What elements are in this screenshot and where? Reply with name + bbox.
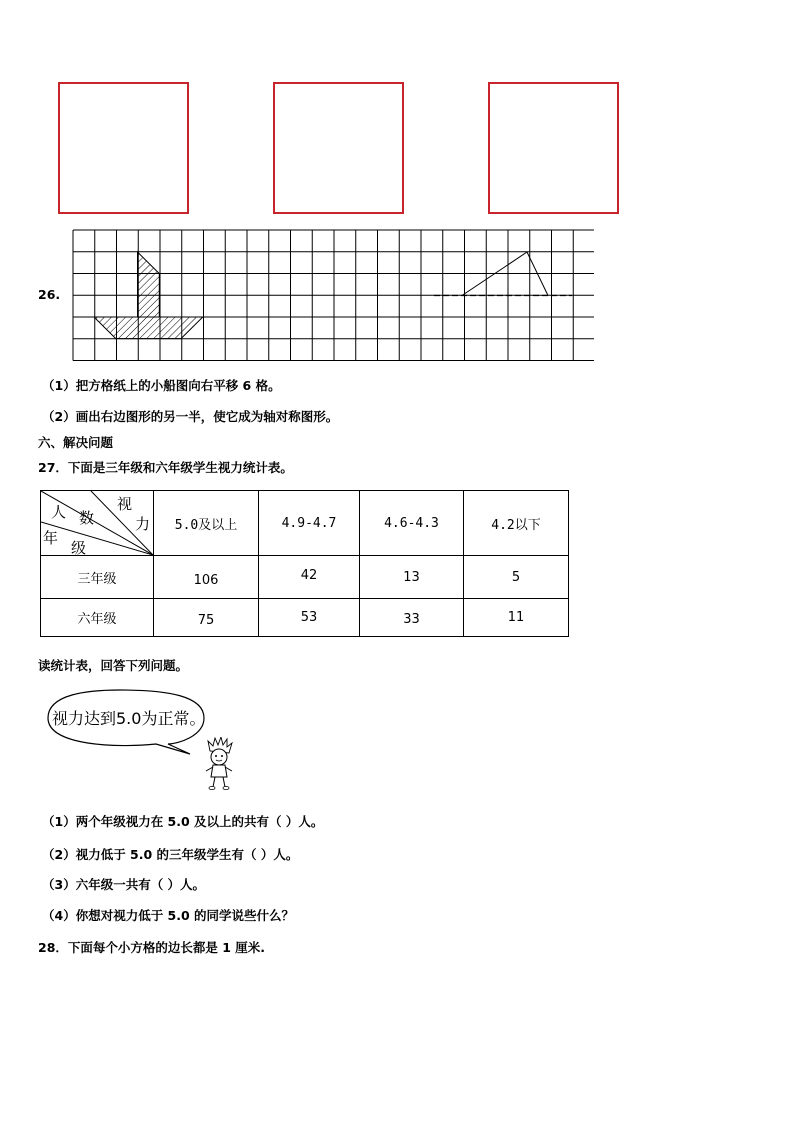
corner-label-nian: 年 [43, 529, 59, 547]
question-27-title: 27．下面是三年级和六年级学生视力统计表。 [38, 460, 293, 475]
table-cell: 5 [464, 556, 569, 599]
question-27-part-3: （3）六年级一共有（ ）人。 [42, 877, 206, 892]
mascot-figure-icon [202, 737, 236, 791]
column-header: 4.9-4.7 [259, 491, 360, 556]
table-cell: 106 [154, 556, 259, 599]
question-28-title: 28．下面每个小方格的边长都是 1 厘米. [38, 940, 266, 955]
speech-bubble-text: 视力达到5.0为正常。 [52, 709, 206, 728]
section-six-heading: 六、解决问题 [38, 435, 114, 450]
answer-box-3 [488, 82, 619, 214]
corner-label-ren: 人 [51, 503, 67, 521]
table-corner-header [41, 491, 154, 556]
question-27-part-1: （1）两个年级视力在 5.0 及以上的共有（ ）人。 [42, 814, 324, 829]
question-26-number: 26. [38, 287, 61, 302]
answer-box-1 [58, 82, 189, 214]
row-label: 六年级 [41, 599, 154, 637]
column-header: 4.6-4.3 [360, 491, 464, 556]
table-row [41, 599, 569, 637]
table-cell: 11 [464, 599, 569, 637]
grid-paper [72, 229, 594, 365]
question-27-part-2: （2）视力低于 5.0 的三年级学生有（ ）人。 [42, 847, 299, 862]
question-27-part-4: （4）你想对视力低于 5.0 的同学说些什么？ [42, 908, 295, 923]
table-cell: 53 [259, 599, 360, 637]
question-26-part-2: （2）画出右边图形的另一半，使它成为轴对称图形。 [42, 409, 339, 424]
table-cell: 13 [360, 556, 464, 599]
corner-label-shu: 数 [79, 509, 95, 527]
table-row [41, 556, 569, 599]
column-header: 5.0及以上 [154, 491, 259, 556]
corner-label-shi: 视 [117, 495, 133, 513]
table-cell: 33 [360, 599, 464, 637]
table-cell: 42 [259, 556, 360, 599]
row-label: 三年级 [41, 556, 154, 599]
answer-box-2 [273, 82, 404, 214]
question-26-part-1: （1）把方格纸上的小船图向右平移 6 格。 [42, 378, 281, 393]
vision-statistics-table [40, 490, 569, 637]
column-header: 4.2以下 [464, 491, 569, 556]
table-cell: 75 [154, 599, 259, 637]
table-instruction: 读统计表，回答下列问题。 [38, 658, 189, 673]
corner-label-li: 力 [135, 515, 151, 533]
corner-label-ji: 级 [71, 539, 87, 557]
